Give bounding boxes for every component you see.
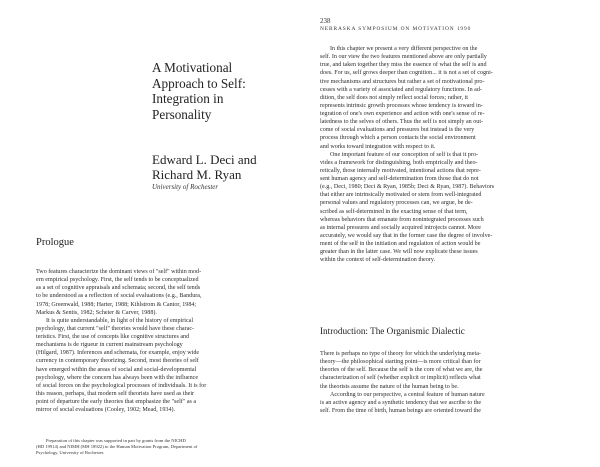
text-line: to be understood as a reflection of social evaluations (e.g., Bandura, [36,293,202,300]
text-line: (Hilgard, 1987). Inferences and schemata, for example, enjoy wide [36,350,200,357]
chapter-title-line: A Motivational [152,60,233,75]
text-line: (e.g., Deci, 1980; Deci & Ryan, 1985b; Deci & Ryan, 1987). Behaviors [320,184,495,191]
text-line: accurately, we would say that in the former case the degree of involve- [320,232,493,239]
text-line: tegration of one's own experience and action with one's sense of re- [320,111,485,117]
text-line: is an active agency and a synthetic tendency that we ascribe to the [320,399,482,406]
chapter-intro-body [320,45,582,264]
text-line: the theorists assume the nature of the human being to be. [320,383,459,390]
footnote-line: Preparation of this chapter was supported in part by grants from the NICHD [46,438,186,443]
chapter-title [152,60,272,122]
text-line: as a set of cognitive appraisals and schemata; second, the self tends [36,285,201,292]
text-line: scribed as self-determined in the exacting sense of that term, [320,208,468,215]
right-page [300,0,600,467]
author-line: Richard M. Ryan [152,167,242,182]
text-line: currency in contemporary theorizing. Second, most theories of self [36,358,199,365]
text-line: Two features characterize the dominant views of "self" within mod- [36,269,202,275]
text-line: characterization of self (whether explicit or implicit) reflects what [320,375,481,382]
chapter-title-line: Personality [152,106,212,122]
text-line: mechanisms is de rigueur in current mainstream psychology [36,342,183,349]
text-line: represents intrinsic growth processes whose tendency is toward in- [320,102,483,109]
text-line: psychology, where the concern has always been with the influence [36,374,199,381]
text-line: does. For us, self grows deeper than cognition... it is not a set of cogni- [320,70,493,77]
footnote-line: Psychology, University of Rochester. [36,450,105,456]
text-line: latedness to the selves of others. Thus the self is not simply an out- [320,119,484,126]
chapter-title-line: Approach to Self: [152,75,246,91]
text-line: ment of the self in the initiation and regulation of action would be [320,241,481,247]
text-line: and works toward integration with respect to it. [320,143,436,150]
text-line: One important feature of our conception of self is that it pro- [330,151,479,158]
chapter-title-line: Integration in [152,91,224,106]
text-line: mirror of social evaluations (Cooley, 1902; Mead, 1934). [36,407,176,414]
text-line: vides a framework for distinguishing, both empirically and theo- [320,159,478,166]
text-line: personal values and regulatory processes can, we argue, be de- [320,200,473,207]
text-line: within the context of self-determination theory. [320,257,436,264]
author-line: Edward L. Deci and [152,152,257,167]
text-line: self. In our view the two features mentioned above are only partially [320,54,487,61]
text-line: this reason, perhaps, that modern self theorists have used as their [36,390,195,397]
text-line: have emerged within the areas of social and social-developmental [36,366,197,373]
text-line: ern empirical psychology. First, the self tends to be conceptualized [36,277,199,284]
text-line: In this chapter we present a very different perspective on the [330,46,478,52]
text-line: According to our perspective, a central feature of human nature [330,391,485,398]
text-line: whereas behaviors that emanate from nonintegrated processes such [320,216,484,223]
text-line: that either are intrinsically motivated or stem from well-integrated [320,192,482,199]
introduction-body [320,350,582,415]
text-line: tive mechanisms and structures but rather a set of motivational pro- [320,78,485,85]
text-line: theories of the self. Because the self is the core of what we are, the [320,367,483,374]
author-names [152,152,292,182]
text-line: theory—the philosophical starting point—is more critical than for [320,359,481,366]
text-line: It is quite understandable, in light of the history of empirical [46,317,194,324]
text-line: psychology, that current "self" theories would have these charac- [36,325,195,332]
footnote [36,438,294,457]
prologue-heading: Prologue [36,237,74,248]
text-line: retically, those internally motivated, intentional actions that repre- [320,167,481,174]
author-affiliation: University of Rochester [152,183,219,191]
text-line: dition, the self does not simply reflect social forces; rather, it [320,94,468,101]
text-line: sent human agency and self-determination from those that do not [320,176,479,182]
prologue-body [36,268,294,414]
page-number: 238 [320,17,331,25]
text-line: point of departure the early theories that emphasize the "self" as a [36,399,197,405]
running-head: NEBRASKA SYMPOSIUM ON MOTIVATION 1990 [320,26,472,32]
text-line: self. From the time of birth, human beings are oriented toward the [320,407,481,414]
text-line: greater than in the latter case. We will now explicate these issues [320,249,478,256]
footnote-line: (HD 19914) and NIMH (MH 18922) to the Human Motivation Program, Department of [36,444,198,450]
text-line: process through which a person contacts the social environment [320,135,476,142]
text-line: of social forces on the psychological processes of individuals. It is for [36,382,207,389]
text-line: true, and taken together they miss the essence of what the self is and [320,62,487,69]
text-line: There is perhaps no type of theory for which the underlying meta- [320,351,481,357]
text-line: cesses with a variety of associated and regulatory functions. In ad- [320,86,482,93]
introduction-heading: Introduction: The Organismic Dialectic [320,326,465,336]
text-line: teristics. First, the use of concepts like cognitive structures and [36,334,190,340]
text-line: Markus & Sentis, 1982; Scheier & Carver, 1988). [36,309,157,316]
text-line: 1978; Greenwald, 1988; Harter, 1988; Kihlstrom & Cantor, 1984; [36,301,197,308]
text-line: as internal pressures and socially acquired introjects cannot. More [320,224,481,231]
text-line: come of social evaluations and pressures but instead is the very [320,127,475,134]
